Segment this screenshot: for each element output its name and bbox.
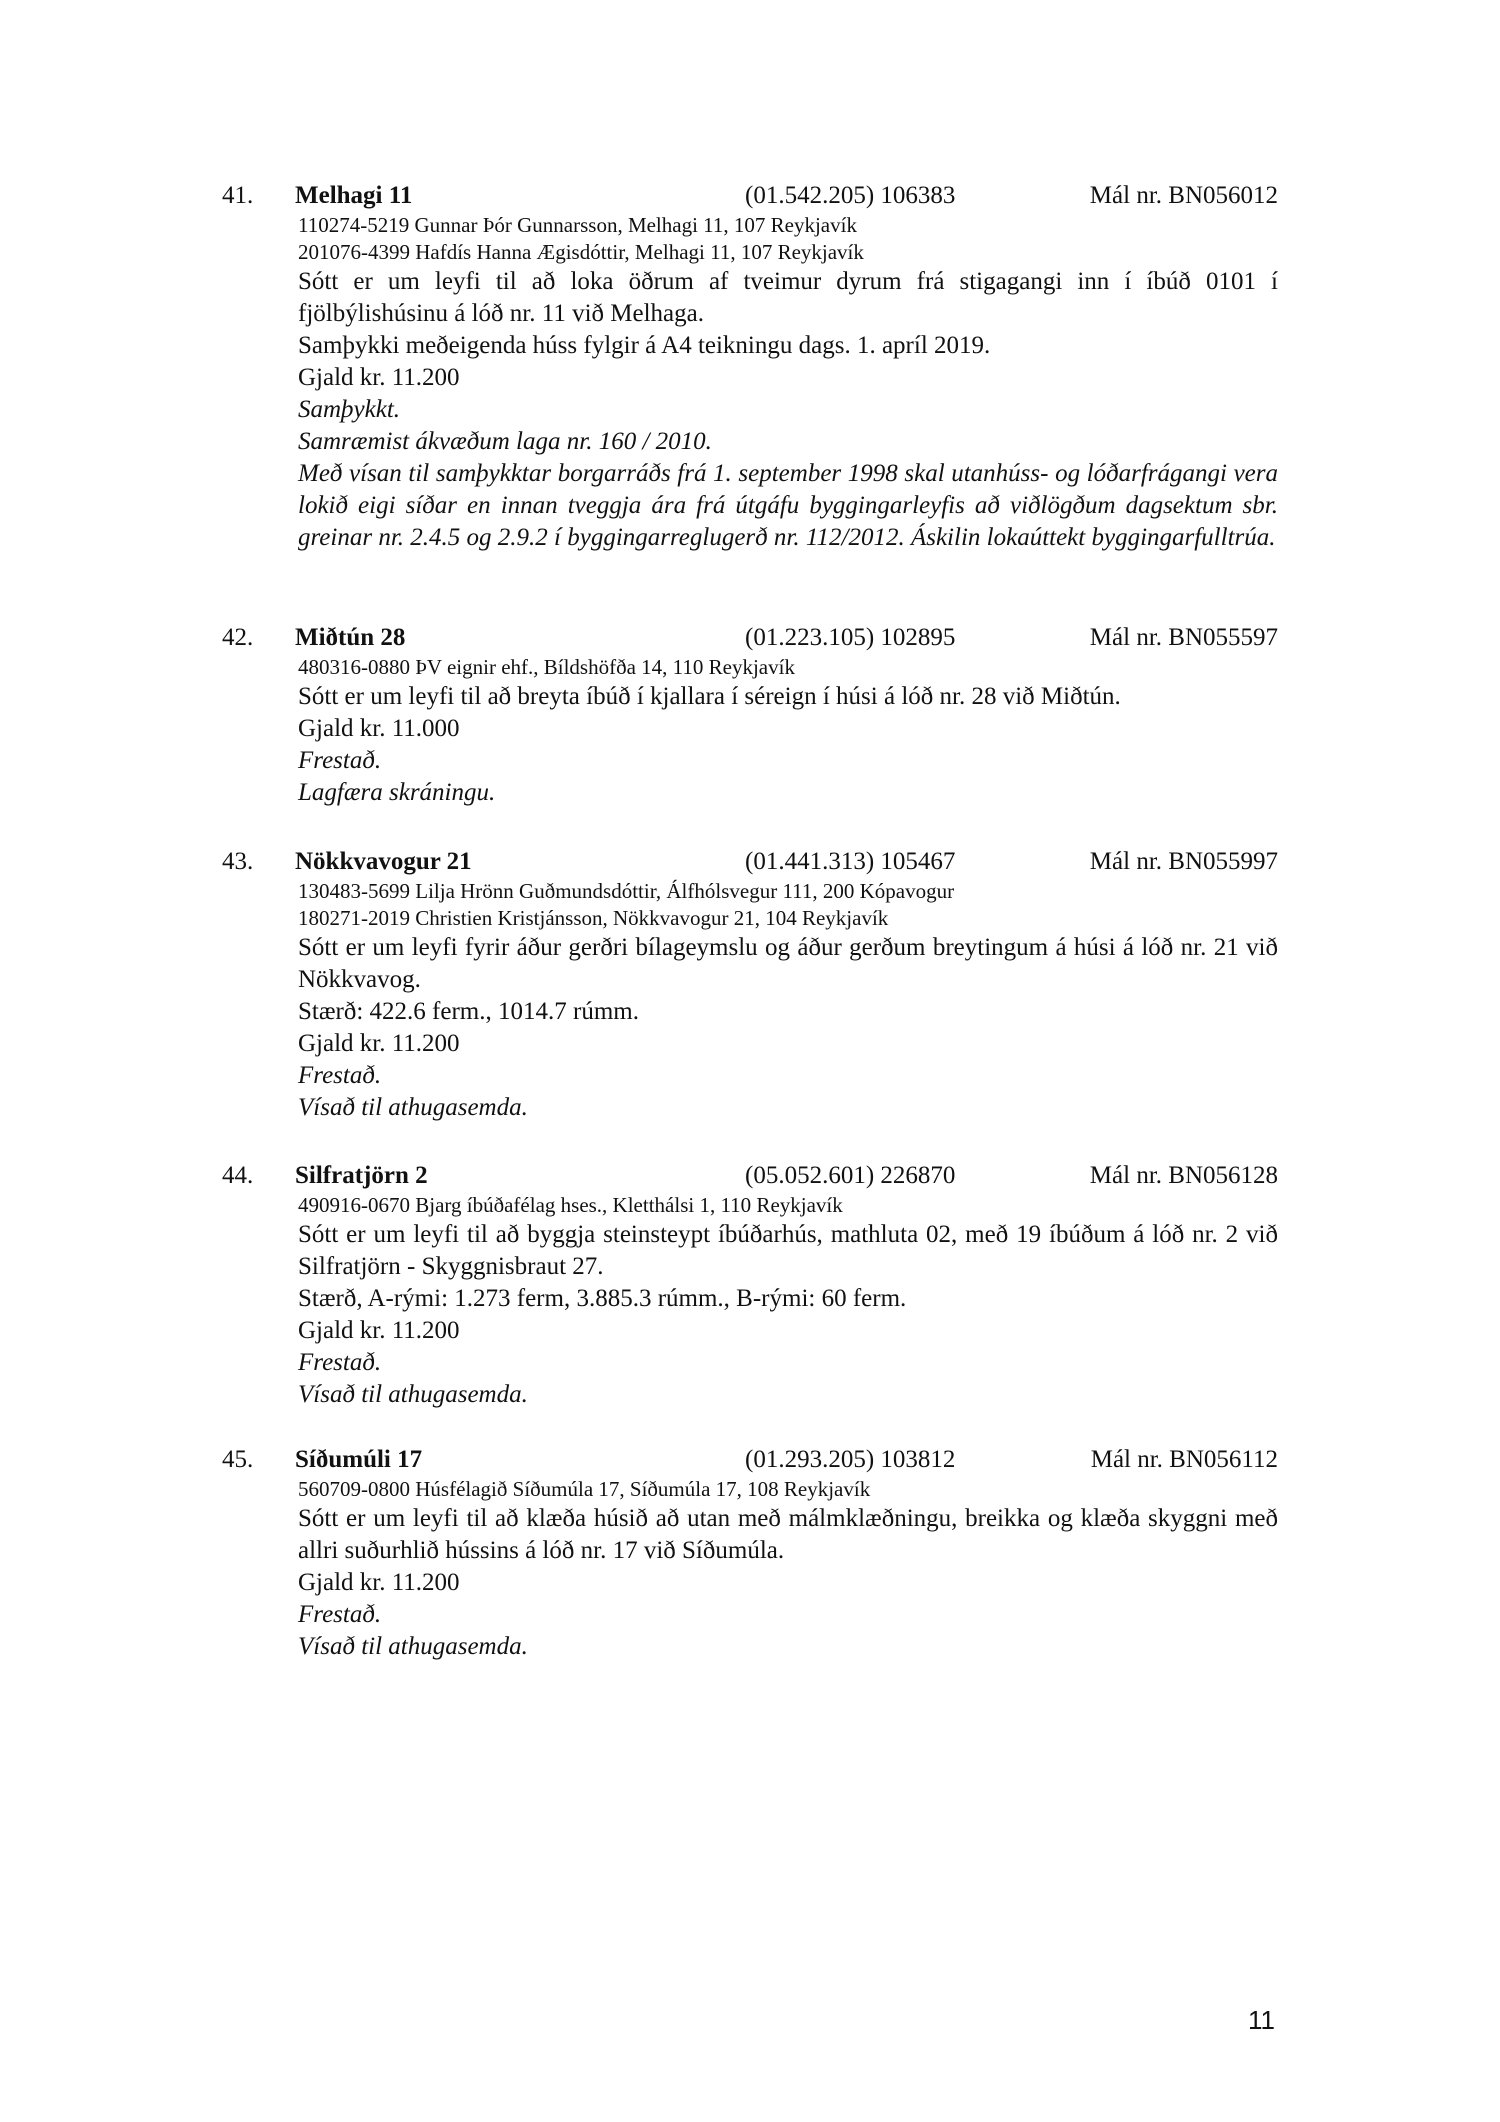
entry-address: Melhagi 11 [295, 182, 413, 209]
entry-decision: Frestað. [298, 1601, 382, 1628]
entry-number: 41. [222, 182, 254, 209]
entry-note: Vísað til athugasemda. [298, 1094, 528, 1121]
entry-lot-number: (01.542.205) 106383 [745, 182, 956, 209]
entry-lot-number: (01.223.105) 102895 [745, 624, 956, 651]
entry-note: Vísað til athugasemda. [298, 1633, 528, 1660]
entry-number: 43. [222, 848, 254, 875]
entry-address: Miðtún 28 [295, 624, 406, 651]
entry-lot-number: (01.293.205) 103812 [745, 1446, 956, 1473]
entry-header [0, 180, 1500, 212]
entry-note: Samræmist ákvæðum laga nr. 160 / 2010. [298, 428, 712, 455]
case-entry [0, 1444, 1500, 1663]
entry-note: Vísað til athugasemda. [298, 1381, 528, 1408]
entry-address: Silfratjörn 2 [295, 1162, 428, 1189]
entry-case-number: Mál nr. BN055597 [1089, 624, 1278, 651]
entry-header [0, 1444, 1500, 1476]
applicant-line: 560709-0800 Húsfélagið Síðumúla 17, Síðumúla 17, 108 Reykjavík [298, 1477, 871, 1501]
entry-description: Sótt er um leyfi til að klæða húsið að utan með málmklæðningu, breikka og klæða skyggni með allri suðurhlið hússins á lóð nr. 17 við Síðumúla. [298, 1505, 1278, 1564]
case-entry [0, 180, 1500, 554]
entry-note: Með vísan til samþykktar borgarráðs frá 1. september 1998 skal utanhúss- og lóðarfrágangi vera lokið eigi síðar en innan tveggja ára frá útgáfu byggingarleyfis að viðlögðum dagsektum sbr. greinar nr. 2.4.5 og 2.9.2 í byggingarreglugerð nr. 112/2012. Áskilin lokaúttekt byggingarfulltrúa. [298, 460, 1278, 551]
entry-description: Sótt er um leyfi til að loka öðrum af tveimur dyrum frá stigagangi inn í íbúð 0101 í fjölbýlishúsinu á lóð nr. 11 við Melhaga. [298, 268, 1278, 327]
entry-fee: Gjald kr. 11.200 [298, 1317, 460, 1344]
entry-decision: Frestað. [298, 1349, 382, 1376]
applicant-line: 480316-0880 ÞV eignir ehf., Bíldshöfða 14, 110 Reykjavík [298, 655, 795, 679]
entry-number: 45. [222, 1446, 254, 1473]
entry-fee: Gjald kr. 11.200 [298, 1569, 460, 1596]
entry-header [0, 622, 1500, 654]
entry-header [0, 846, 1500, 878]
case-entry [0, 846, 1500, 1124]
entry-address: Síðumúli 17 [295, 1446, 423, 1473]
entry-number: 42. [222, 624, 254, 651]
entry-case-number: Mál nr. BN056012 [1089, 182, 1278, 209]
entry-fee: Gjald kr. 11.200 [298, 364, 460, 391]
case-entry [0, 1160, 1500, 1411]
entry-description: Sótt er um leyfi fyrir áður gerðri bílageymslu og áður gerðum breytingum á húsi á lóð nr. 21 við Nökkvavog. [298, 934, 1278, 993]
entry-lot-number: (01.441.313) 105467 [745, 848, 956, 875]
applicant-line: 130483-5699 Lilja Hrönn Guðmundsdóttir, Álfhólsvegur 111, 200 Kópavogur [298, 879, 955, 903]
applicant-line: 201076-4399 Hafdís Hanna Ægisdóttir, Melhagi 11, 107 Reykjavík [298, 240, 864, 264]
entry-case-number: Mál nr. BN056128 [1089, 1162, 1278, 1189]
entry-fee: Gjald kr. 11.200 [298, 1030, 460, 1057]
entry-number: 44. [222, 1162, 254, 1189]
entry-decision: Frestað. [298, 1062, 382, 1089]
entry-decision: Frestað. [298, 747, 382, 774]
case-entry [0, 622, 1500, 809]
page-number: 11 [1248, 2005, 1275, 2035]
entry-size: Stærð, A-rými: 1.273 ferm, 3.885.3 rúmm., B-rými: 60 ferm. [298, 1285, 907, 1312]
entry-case-number: Mál nr. BN055997 [1089, 848, 1278, 875]
entry-lot-number: (05.052.601) 226870 [745, 1162, 956, 1189]
entry-address: Nökkvavogur 21 [295, 848, 472, 875]
entry-case-number: Mál nr. BN056112 [1090, 1446, 1278, 1473]
entry-header [0, 1160, 1500, 1192]
entry-fee: Gjald kr. 11.000 [298, 715, 460, 742]
entry-consent: Samþykki meðeigenda húss fylgir á A4 teikningu dags. 1. apríl 2019. [298, 332, 991, 359]
entry-note: Lagfæra skráningu. [298, 779, 496, 806]
entry-description: Sótt er um leyfi til að byggja steinsteypt íbúðarhús, mathluta 02, með 19 íbúðum á lóð nr. 2 við Silfratjörn - Skyggnisbraut 27. [298, 1221, 1278, 1280]
entry-description: Sótt er um leyfi til að breyta íbúð í kjallara í séreign í húsi á lóð nr. 28 við Miðtún. [298, 683, 1121, 710]
applicant-line: 490916-0670 Bjarg íbúðafélag hses., Kletthálsi 1, 110 Reykjavík [298, 1193, 843, 1217]
applicant-line: 110274-5219 Gunnar Þór Gunnarsson, Melhagi 11, 107 Reykjavík [298, 213, 857, 237]
entry-decision: Samþykkt. [298, 396, 401, 423]
applicant-line: 180271-2019 Christien Kristjánsson, Nökkvavogur 21, 104 Reykjavík [298, 906, 889, 930]
entry-size: Stærð: 422.6 ferm., 1014.7 rúmm. [298, 998, 639, 1025]
